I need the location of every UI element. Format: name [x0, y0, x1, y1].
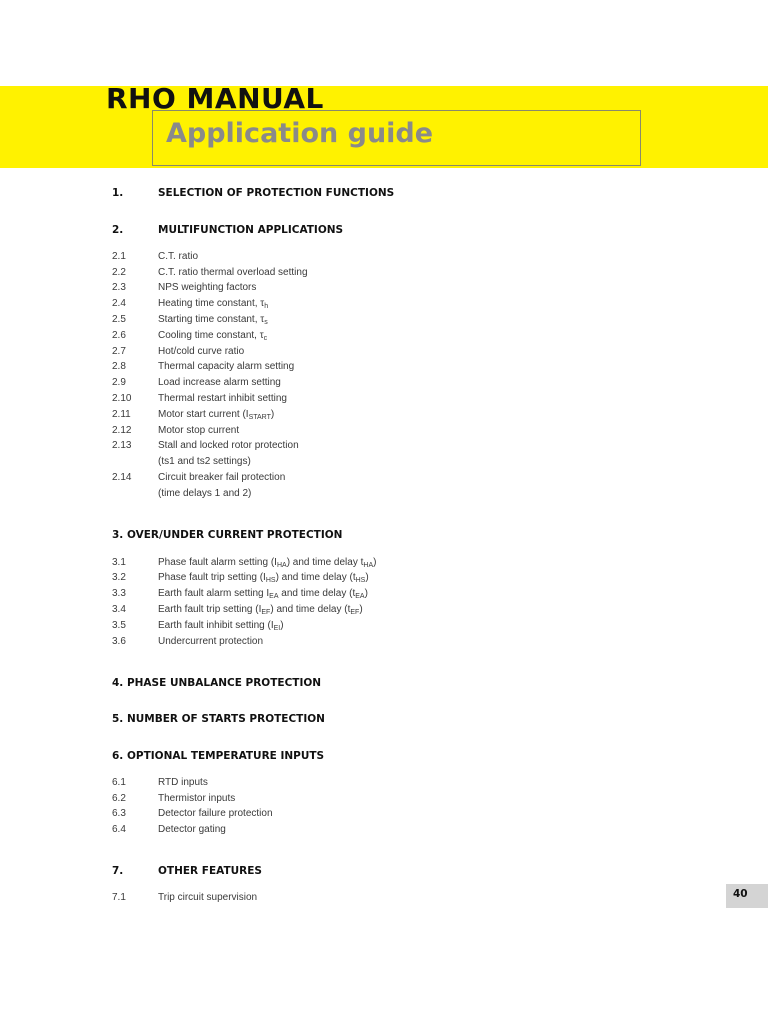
item-number: 3.6	[112, 636, 126, 647]
item-number: 2.10	[112, 393, 132, 404]
item-number: 2.13	[112, 440, 132, 451]
item-text	[158, 298, 268, 309]
section-number: 1.	[112, 187, 124, 199]
section-5-heading	[112, 713, 325, 725]
subscript: h	[264, 303, 269, 310]
item-text: C.T. ratio thermal overload setting	[158, 267, 308, 278]
item-number: 2.8	[112, 361, 126, 372]
text-part: )	[373, 557, 377, 568]
item-text	[158, 314, 268, 325]
item-text: NPS weighting factors	[158, 282, 257, 293]
item-number: 3.4	[112, 604, 126, 615]
item-number: 2.6	[112, 330, 126, 341]
text-part: Earth fault inhibit setting (I	[158, 620, 274, 631]
section-title: MULTIFUNCTION APPLICATIONS	[158, 224, 344, 236]
item-text	[158, 557, 376, 568]
item-number: 3.5	[112, 620, 126, 631]
item-number: 2.9	[112, 377, 126, 388]
subtitle-box	[152, 110, 641, 166]
item-text: C.T. ratio	[158, 251, 199, 262]
item-number: 2.5	[112, 314, 126, 325]
subscript: EA	[355, 593, 365, 600]
item-number: 2.1	[112, 251, 126, 262]
text-part: )	[365, 572, 369, 583]
item-text: Thermistor inputs	[158, 793, 236, 804]
subscript: EF	[350, 609, 360, 616]
item-number: 6.3	[112, 808, 126, 819]
section-number: 2.	[112, 224, 124, 236]
item-text	[158, 572, 369, 583]
subscript: s	[264, 319, 268, 326]
section-title: 4. PHASE UNBALANCE PROTECTION	[112, 677, 322, 689]
item-text: Load increase alarm setting	[158, 377, 281, 388]
item-text: Detector failure protection	[158, 808, 273, 819]
item-text-main: Heating time constant, τ	[158, 298, 265, 309]
item-number: 2.7	[112, 346, 126, 357]
item-text-main: Starting time constant, τ	[158, 314, 265, 325]
item-number: 6.4	[112, 824, 126, 835]
subscript: EI	[273, 625, 281, 632]
subscript: HS	[355, 577, 366, 584]
text-part: Earth fault trip setting (I	[158, 604, 262, 615]
section-3-heading	[112, 529, 342, 541]
item-text: Motor stop current	[158, 425, 240, 436]
text-part: Phase fault trip setting (I	[158, 572, 266, 583]
item-number: 3.2	[112, 572, 126, 583]
item-text	[158, 588, 368, 599]
item-number: 3.3	[112, 588, 126, 599]
item-text: Hot/cold curve ratio	[158, 346, 245, 357]
item-text-tail: )	[270, 409, 275, 420]
section-title: 5. NUMBER OF STARTS PROTECTION	[112, 713, 325, 725]
text-part: )	[280, 620, 284, 631]
subscript: HA	[276, 562, 287, 569]
text-part: Earth fault alarm setting I	[158, 588, 270, 599]
item-text: Undercurrent protection	[158, 636, 264, 647]
item-text: (ts1 and ts2 settings)	[158, 456, 251, 467]
page-subtitle: Application guide	[166, 118, 434, 149]
text-part: ) and time delay (t	[275, 572, 356, 583]
section-title: 6. OPTIONAL TEMPERATURE INPUTS	[112, 750, 325, 762]
item-text: Thermal capacity alarm setting	[158, 361, 295, 372]
item-text: Detector gating	[158, 824, 226, 835]
text-part: Phase fault alarm setting (I	[158, 557, 277, 568]
manual-title: RHO MANUAL	[106, 82, 324, 115]
item-text	[158, 330, 267, 341]
item-number: 6.2	[112, 793, 126, 804]
section-6-heading	[112, 750, 324, 762]
item-number: 3.1	[112, 557, 126, 568]
text-part: )	[364, 588, 368, 599]
item-number: 6.1	[112, 777, 126, 788]
item-text-main: Cooling time constant, τ	[158, 330, 264, 341]
section-title: 3. OVER/UNDER CURRENT PROTECTION	[112, 529, 343, 541]
page-number: 40	[733, 888, 748, 900]
subscript: START	[248, 414, 271, 421]
section-number: 7.	[112, 865, 124, 877]
subscript: EA	[269, 593, 279, 600]
text-part: ) and time delay (t	[270, 604, 351, 615]
item-text: Trip circuit supervision	[158, 892, 258, 903]
subscript: EF	[261, 609, 271, 616]
item-text: RTD inputs	[158, 777, 208, 788]
item-text	[158, 604, 363, 615]
item-number: 2.12	[112, 425, 132, 436]
subscript: c	[263, 335, 268, 342]
item-text: (time delays 1 and 2)	[158, 488, 252, 499]
text-part: and time delay (t	[278, 588, 356, 599]
item-text: Stall and locked rotor protection	[158, 440, 299, 451]
item-text: Thermal restart inhibit setting	[158, 393, 287, 404]
section-title: SELECTION OF PROTECTION FUNCTIONS	[158, 187, 395, 199]
section-title: OTHER FEATURES	[158, 865, 262, 877]
section-4-heading	[112, 677, 321, 689]
item-number: 2.3	[112, 282, 126, 293]
item-text: Circuit breaker fail protection	[158, 472, 286, 483]
item-number: 2.2	[112, 267, 126, 278]
item-number: 2.4	[112, 298, 126, 309]
subscript: HA	[363, 562, 374, 569]
subscript: HS	[265, 577, 276, 584]
item-number: 2.11	[112, 409, 131, 420]
text-part: )	[359, 604, 363, 615]
item-text-main: Motor start current (I	[158, 409, 249, 420]
item-number: 2.14	[112, 472, 132, 483]
text-part: ) and time delay t	[286, 557, 364, 568]
item-number: 7.1	[112, 892, 126, 903]
item-text	[158, 409, 274, 420]
item-text	[158, 620, 284, 631]
